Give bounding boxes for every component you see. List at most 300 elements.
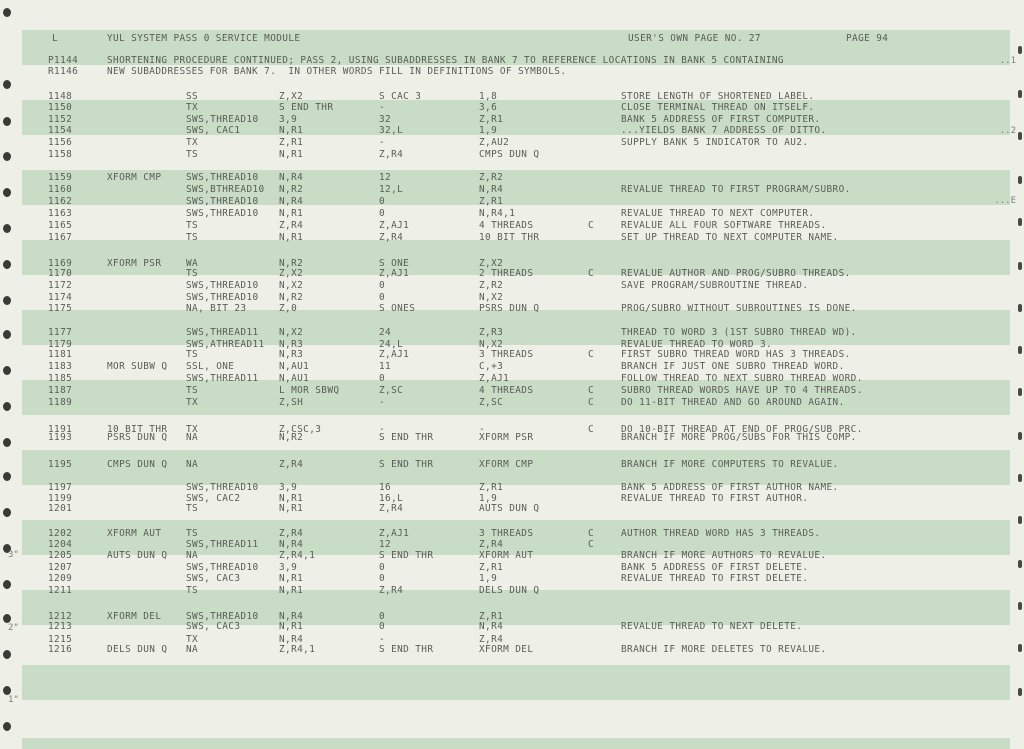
line-operand-3: AUTS DUN Q — [479, 503, 540, 514]
line-operator: TX — [186, 634, 199, 645]
line-operand-3: C,+3 — [479, 361, 504, 372]
line-operand-3: Z,R4 — [479, 634, 504, 645]
feed-hole-icon — [3, 722, 11, 731]
line-operand-3: 10 BIT THR — [479, 232, 540, 243]
line-operand-2: 12,L — [379, 184, 404, 195]
line-operand-2: 16 — [379, 482, 392, 493]
line-label: XFORM PSR — [107, 258, 162, 269]
line-operand-3: 4 THREADS — [479, 220, 534, 231]
line-number: 1160 — [48, 184, 73, 195]
line-operand-1: N,R2 — [279, 432, 304, 443]
feed-hole-icon — [3, 8, 11, 17]
line-operand-1: N,X2 — [279, 280, 304, 291]
line-operand-1: N,R1 — [279, 573, 304, 584]
line-operand-1: Z,R4,1 — [279, 550, 316, 561]
line-operand-2: Z,AJ1 — [379, 268, 410, 279]
line-comment: BRANCH IF MORE DELETES TO REVALUE. — [621, 644, 827, 655]
line-operand-2: Z,AJ1 — [379, 349, 410, 360]
header-left-mark: L — [52, 33, 59, 44]
code-line — [0, 385, 1024, 397]
line-number: 1165 — [48, 220, 73, 231]
line-operator: TS — [186, 268, 199, 279]
code-line — [0, 184, 1024, 196]
remark-text: NEW SUBADDRESSES FOR BANK 7. IN OTHER WORDS FILL IN DEFINITIONS OF SYMBOLS. — [107, 66, 567, 77]
line-operand-1: 3,9 — [279, 114, 298, 125]
line-operand-3: Z,SC — [479, 397, 504, 408]
line-operand-2: S END THR — [379, 550, 434, 561]
line-operator: SWS,THREAD11 — [186, 373, 259, 384]
code-line — [0, 125, 1024, 137]
code-line — [0, 585, 1024, 597]
line-operand-3: Z,R4 — [479, 539, 504, 550]
code-line — [0, 349, 1024, 361]
remark-line — [0, 66, 1024, 78]
line-operand-1: 3,9 — [279, 482, 298, 493]
line-operand-1: Z,X2 — [279, 268, 304, 279]
line-number: 1216 — [48, 644, 73, 655]
line-operand-1: N,R4 — [279, 539, 304, 550]
line-number: 1156 — [48, 137, 73, 148]
line-number: 1199 — [48, 493, 73, 504]
code-line — [0, 644, 1024, 656]
line-number: 1193 — [48, 432, 73, 443]
line-comment: SUBRO THREAD WORDS HAVE UP TO 4 THREADS. — [621, 385, 863, 396]
line-operand-2: 0 — [379, 196, 386, 207]
line-operator: TS — [186, 585, 199, 596]
line-operator: SWS, CAC3 — [186, 621, 241, 632]
line-number: 1152 — [48, 114, 73, 125]
line-operand-2: 11 — [379, 361, 392, 372]
line-operand-3: - — [479, 424, 486, 435]
line-operand-1: Z,R4 — [279, 528, 304, 539]
line-operand-2: S END THR — [379, 644, 434, 655]
line-operand-1: N,AU1 — [279, 361, 310, 372]
line-operand-1: N,AU1 — [279, 373, 310, 384]
line-operand-3: Z,R2 — [479, 172, 504, 183]
line-comment: SET UP THREAD TO NEXT COMPUTER NAME. — [621, 232, 839, 243]
line-number: 1159 — [48, 172, 73, 183]
line-operand-1: Z,R1 — [279, 137, 304, 148]
line-operand-3: Z,R2 — [479, 280, 504, 291]
line-number: 1150 — [48, 102, 73, 113]
header-title: YUL SYSTEM PASS 0 SERVICE MODULE — [107, 33, 301, 44]
line-operator: TX — [186, 424, 199, 435]
line-operand-3: CMPS DUN Q — [479, 149, 540, 160]
line-comment: FIRST SUBRO THREAD WORD HAS 3 THREADS. — [621, 349, 851, 360]
line-flag: C — [588, 539, 595, 550]
line-comment: REVALUE THREAD TO FIRST DELETE. — [621, 573, 809, 584]
line-number: 1215 — [48, 634, 73, 645]
line-operand-2: Z,R4 — [379, 585, 404, 596]
line-number: 1162 — [48, 196, 73, 207]
line-operand-3: N,R4,1 — [479, 208, 516, 219]
line-operand-2: S END THR — [379, 432, 434, 443]
feed-hole-icon — [3, 472, 11, 481]
line-comment: BANK 5 ADDRESS OF FIRST COMPUTER. — [621, 114, 821, 125]
line-operand-1: N,R1 — [279, 503, 304, 514]
line-number: 1177 — [48, 327, 73, 338]
line-operator: SWS,THREAD10 — [186, 172, 259, 183]
line-operand-3: 2 THREADS — [479, 268, 534, 279]
line-operand-3: Z,R3 — [479, 327, 504, 338]
line-number: 1183 — [48, 361, 73, 372]
line-operand-1: N,R1 — [279, 621, 304, 632]
line-operand-3: N,X2 — [479, 292, 504, 303]
line-operand-3: Z,R1 — [479, 611, 504, 622]
line-comment: REVALUE THREAD TO NEXT COMPUTER. — [621, 208, 815, 219]
line-operand-2: Z,SC — [379, 385, 404, 396]
line-operand-1: N,R1 — [279, 125, 304, 136]
line-operand-2: 12 — [379, 172, 392, 183]
line-operand-3: 4 THREADS — [479, 385, 534, 396]
line-operand-3: N,X2 — [479, 339, 504, 350]
page-header — [0, 33, 1024, 45]
line-operator: NA — [186, 644, 199, 655]
line-operand-1: Z,SH — [279, 397, 304, 408]
line-operand-2: 0 — [379, 562, 386, 573]
line-comment: REVALUE THREAD TO FIRST AUTHOR. — [621, 493, 809, 504]
line-number: 1158 — [48, 149, 73, 160]
line-operand-1: L MOR SBWQ — [279, 385, 340, 396]
line-operator: SWS,THREAD10 — [186, 611, 259, 622]
line-operand-3: Z,X2 — [479, 258, 504, 269]
line-operand-2: - — [379, 397, 386, 408]
code-line — [0, 208, 1024, 220]
line-flag: C — [588, 349, 595, 360]
line-operator: TS — [186, 528, 199, 539]
line-comment: BRANCH IF JUST ONE SUBRO THREAD WORD. — [621, 361, 845, 372]
line-comment: REVALUE ALL FOUR SOFTWARE THREADS. — [621, 220, 827, 231]
line-operand-2: 0 — [379, 611, 386, 622]
line-operand-2: S ONES — [379, 303, 416, 314]
line-flag: C — [588, 268, 595, 279]
margin-mark: ..2 — [999, 126, 1016, 136]
paper-band — [22, 738, 1010, 749]
line-operand-1: N,X2 — [279, 327, 304, 338]
line-operand-1: N,R2 — [279, 292, 304, 303]
line-operator: SWS,BTHREAD10 — [186, 184, 265, 195]
line-operand-1: N,R4 — [279, 172, 304, 183]
line-operand-1: N,R1 — [279, 149, 304, 160]
line-operator: TX — [186, 397, 199, 408]
line-operator: SWS,THREAD11 — [186, 539, 259, 550]
line-operand-1: N,R1 — [279, 585, 304, 596]
line-operand-1: Z,CSC,3 — [279, 424, 322, 435]
line-number: 1207 — [48, 562, 73, 573]
header-page-number: PAGE 94 — [846, 33, 889, 44]
line-flag: C — [588, 397, 595, 408]
line-operand-3: 1,9 — [479, 493, 498, 504]
code-line — [0, 172, 1024, 184]
line-operand-2: - — [379, 137, 386, 148]
line-operator: NA — [186, 459, 199, 470]
code-line — [0, 303, 1024, 315]
line-operand-2: Z,R4 — [379, 503, 404, 514]
line-operand-1: N,R2 — [279, 184, 304, 195]
line-operand-2: 0 — [379, 208, 386, 219]
margin-mark: ..1 — [999, 56, 1016, 66]
line-operand-3: XFORM PSR — [479, 432, 534, 443]
paper-band — [22, 665, 1010, 700]
line-label: MOR SUBW Q — [107, 361, 168, 372]
line-operand-1: N,R4 — [279, 611, 304, 622]
line-number: 1201 — [48, 503, 73, 514]
code-line — [0, 102, 1024, 114]
line-operand-2: 0 — [379, 280, 386, 291]
feed-hole-icon — [1018, 602, 1022, 610]
line-operand-2: Z,R4 — [379, 232, 404, 243]
line-operand-1: 3,9 — [279, 562, 298, 573]
line-number: 1181 — [48, 349, 73, 360]
line-flag: C — [588, 385, 595, 396]
feed-hole-icon — [1018, 516, 1022, 524]
line-number: 1167 — [48, 232, 73, 243]
code-line — [0, 232, 1024, 244]
line-operand-1: N,R3 — [279, 349, 304, 360]
line-label: 10 BIT THR — [107, 424, 168, 435]
line-number: 1211 — [48, 585, 73, 596]
line-operator: TS — [186, 349, 199, 360]
line-operator: TS — [186, 385, 199, 396]
line-operand-2: - — [379, 634, 386, 645]
line-operator: SWS,THREAD10 — [186, 280, 259, 291]
line-number: 1205 — [48, 550, 73, 561]
line-operator: SWS,THREAD10 — [186, 196, 259, 207]
line-operator: SWS, CAC2 — [186, 493, 241, 504]
line-operator: TS — [186, 232, 199, 243]
line-comment: BRANCH IF MORE PROG/SUBS FOR THIS COMP. — [621, 432, 857, 443]
code-line — [0, 459, 1024, 471]
line-number: 1197 — [48, 482, 73, 493]
margin-mark: ...E — [994, 196, 1016, 206]
line-operand-1: N,R1 — [279, 232, 304, 243]
line-number: 1154 — [48, 125, 73, 136]
remark-seq: P1144 — [48, 55, 79, 66]
line-operator: SWS, CAC3 — [186, 573, 241, 584]
line-operand-2: 0 — [379, 373, 386, 384]
line-operator: SWS,THREAD10 — [186, 208, 259, 219]
margin-mark: 3" — [8, 550, 19, 560]
margin-mark: 1" — [8, 695, 19, 705]
line-comment: BANK 5 ADDRESS OF FIRST AUTHOR NAME. — [621, 482, 839, 493]
line-operand-1: Z,R4 — [279, 220, 304, 231]
line-operator: SWS,THREAD11 — [186, 327, 259, 338]
line-operand-1: N,R4 — [279, 634, 304, 645]
line-comment: SAVE PROGRAM/SUBROUTINE THREAD. — [621, 280, 809, 291]
line-comment: REVALUE THREAD TO WORD 3. — [621, 339, 773, 350]
code-line — [0, 149, 1024, 161]
line-number: 1169 — [48, 258, 73, 269]
line-comment: DO 10-BIT THREAD AT END OF PROG/SUB PRC. — [621, 424, 863, 435]
line-operator: SWS,THREAD10 — [186, 482, 259, 493]
line-operand-3: 1,9 — [479, 125, 498, 136]
line-operand-1: N,R1 — [279, 493, 304, 504]
line-comment: SUPPLY BANK 5 INDICATOR TO AU2. — [621, 137, 809, 148]
line-number: 1175 — [48, 303, 73, 314]
line-operator: NA, BIT 23 — [186, 303, 247, 314]
line-operator: NA — [186, 550, 199, 561]
line-operand-3: Z,AU2 — [479, 137, 510, 148]
line-operand-1: Z,R4,1 — [279, 644, 316, 655]
line-label: AUTS DUN Q — [107, 550, 168, 561]
line-comment: STORE LENGTH OF SHORTENED LABEL. — [621, 91, 815, 102]
line-number: 1213 — [48, 621, 73, 632]
line-number: 1172 — [48, 280, 73, 291]
line-number: 1195 — [48, 459, 73, 470]
line-operand-3: Z,R1 — [479, 196, 504, 207]
line-operand-2: - — [379, 424, 386, 435]
line-number: 1187 — [48, 385, 73, 396]
line-label: CMPS DUN Q — [107, 459, 168, 470]
line-operand-1: N,R4 — [279, 196, 304, 207]
line-label: XFORM DEL — [107, 611, 162, 622]
remark-seq: R1146 — [48, 66, 79, 77]
line-operand-2: 12 — [379, 539, 392, 550]
line-number: 1148 — [48, 91, 73, 102]
line-comment: PROG/SUBRO WITHOUT SUBROUTINES IS DONE. — [621, 303, 857, 314]
line-operand-2: 24,L — [379, 339, 404, 350]
line-operand-2: 32,L — [379, 125, 404, 136]
line-operand-2: S END THR — [379, 459, 434, 470]
line-operator: SSL, ONE — [186, 361, 235, 372]
line-operand-2: Z,AJ1 — [379, 220, 410, 231]
line-operand-1: N,R3 — [279, 339, 304, 350]
line-operand-1: Z,0 — [279, 303, 298, 314]
line-operand-2: 16,L — [379, 493, 404, 504]
line-operand-3: 1,9 — [479, 573, 498, 584]
line-operator: TS — [186, 149, 199, 160]
line-flag: C — [588, 220, 595, 231]
line-number: 1191 — [48, 424, 73, 435]
code-line — [0, 573, 1024, 585]
line-operand-2: S CAC 3 — [379, 91, 422, 102]
line-operand-1: Z,X2 — [279, 91, 304, 102]
code-line — [0, 432, 1024, 444]
line-operand-3: Z,R1 — [479, 562, 504, 573]
line-operand-3: Z,R1 — [479, 482, 504, 493]
line-label: DELS DUN Q — [107, 644, 168, 655]
remark-text: SHORTENING PROCEDURE CONTINUED; PASS 2, USING SUBADDRESSES IN BANK 7 TO REFERENCE LOCATIONS IN BANK 5 CONTAINING — [107, 55, 784, 66]
line-operand-2: 24 — [379, 327, 392, 338]
line-comment: AUTHOR THREAD WORD HAS 3 THREADS. — [621, 528, 821, 539]
line-operand-3: DELS DUN Q — [479, 585, 540, 596]
feed-hole-icon — [1018, 688, 1022, 696]
line-operator: TS — [186, 503, 199, 514]
code-line — [0, 361, 1024, 373]
line-comment: REVALUE THREAD TO NEXT DELETE. — [621, 621, 803, 632]
line-operand-1: N,R2 — [279, 258, 304, 269]
code-line — [0, 503, 1024, 515]
line-operand-3: XFORM DEL — [479, 644, 534, 655]
line-operand-3: N,R4 — [479, 621, 504, 632]
code-line — [0, 196, 1024, 208]
line-operand-2: 32 — [379, 114, 392, 125]
line-comment: BRANCH IF MORE COMPUTERS TO REVALUE. — [621, 459, 839, 470]
line-operator: SWS,THREAD10 — [186, 292, 259, 303]
line-operator: WA — [186, 258, 199, 269]
code-line — [0, 327, 1024, 339]
line-comment: REVALUE THREAD TO FIRST PROGRAM/SUBRO. — [621, 184, 851, 195]
line-comment: BANK 5 ADDRESS OF FIRST DELETE. — [621, 562, 809, 573]
line-comment: REVALUE AUTHOR AND PROG/SUBRO THREADS. — [621, 268, 851, 279]
line-operator: TX — [186, 102, 199, 113]
line-flag: C — [588, 528, 595, 539]
line-operator: TX — [186, 137, 199, 148]
line-operand-3: XFORM CMP — [479, 459, 534, 470]
line-operand-3: 3 THREADS — [479, 528, 534, 539]
line-operand-3: PSRS DUN Q — [479, 303, 540, 314]
line-comment: ...YIELDS BANK 7 ADDRESS OF DITTO. — [621, 125, 827, 136]
line-number: 1204 — [48, 539, 73, 550]
line-number: 1212 — [48, 611, 73, 622]
margin-mark: 2" — [8, 623, 19, 633]
line-operand-1: Z,R4 — [279, 459, 304, 470]
line-operand-2: 0 — [379, 621, 386, 632]
line-operand-2: 0 — [379, 573, 386, 584]
line-number: 1202 — [48, 528, 73, 539]
line-comment: BRANCH IF MORE AUTHORS TO REVALUE. — [621, 550, 827, 561]
line-label: PSRS DUN Q — [107, 432, 168, 443]
line-operator: SWS,THREAD10 — [186, 114, 259, 125]
line-operand-3: 3 THREADS — [479, 349, 534, 360]
line-number: 1189 — [48, 397, 73, 408]
line-label: XFORM CMP — [107, 172, 162, 183]
line-operand-2: S ONE — [379, 258, 410, 269]
code-line — [0, 268, 1024, 280]
code-line — [0, 397, 1024, 409]
line-operator: TS — [186, 220, 199, 231]
line-operand-3: 1,8 — [479, 91, 498, 102]
line-operator: SWS, CAC1 — [186, 125, 241, 136]
code-line — [0, 621, 1024, 633]
line-operand-3: Z,AJ1 — [479, 373, 510, 384]
line-comment: THREAD TO WORD 3 (1ST SUBRO THREAD WD). — [621, 327, 857, 338]
code-line — [0, 220, 1024, 232]
line-operand-3: XFORM AUT — [479, 550, 534, 561]
line-operand-3: Z,R1 — [479, 114, 504, 125]
line-comment: FOLLOW THREAD TO NEXT SUBRO THREAD WORD. — [621, 373, 863, 384]
line-operand-3: 3,6 — [479, 102, 498, 113]
line-operator: SWS,THREAD10 — [186, 562, 259, 573]
line-number: 1174 — [48, 292, 73, 303]
line-number: 1209 — [48, 573, 73, 584]
line-flag: C — [588, 424, 595, 435]
line-number: 1170 — [48, 268, 73, 279]
line-comment: CLOSE TERMINAL THREAD ON ITSELF. — [621, 102, 815, 113]
line-comment: DO 11-BIT THREAD AND GO AROUND AGAIN. — [621, 397, 845, 408]
line-number: 1179 — [48, 339, 73, 350]
feed-hole-icon — [1018, 46, 1022, 54]
line-operand-1: N,R1 — [279, 208, 304, 219]
code-line — [0, 280, 1024, 292]
code-line — [0, 137, 1024, 149]
line-operand-2: Z,AJ1 — [379, 528, 410, 539]
line-number: 1185 — [48, 373, 73, 384]
line-operator: NA — [186, 432, 199, 443]
line-operator: SS — [186, 91, 199, 102]
code-line — [0, 550, 1024, 562]
line-operand-1: S END THR — [279, 102, 334, 113]
line-operand-2: - — [379, 102, 386, 113]
line-number: 1163 — [48, 208, 73, 219]
code-line — [0, 373, 1024, 385]
header-users-page: USER'S OWN PAGE NO. 27 — [628, 33, 761, 44]
line-operand-3: N,R4 — [479, 184, 504, 195]
line-operand-2: Z,R4 — [379, 149, 404, 160]
line-label: XFORM AUT — [107, 528, 162, 539]
line-operand-2: 0 — [379, 292, 386, 303]
feed-hole-icon — [3, 686, 11, 695]
